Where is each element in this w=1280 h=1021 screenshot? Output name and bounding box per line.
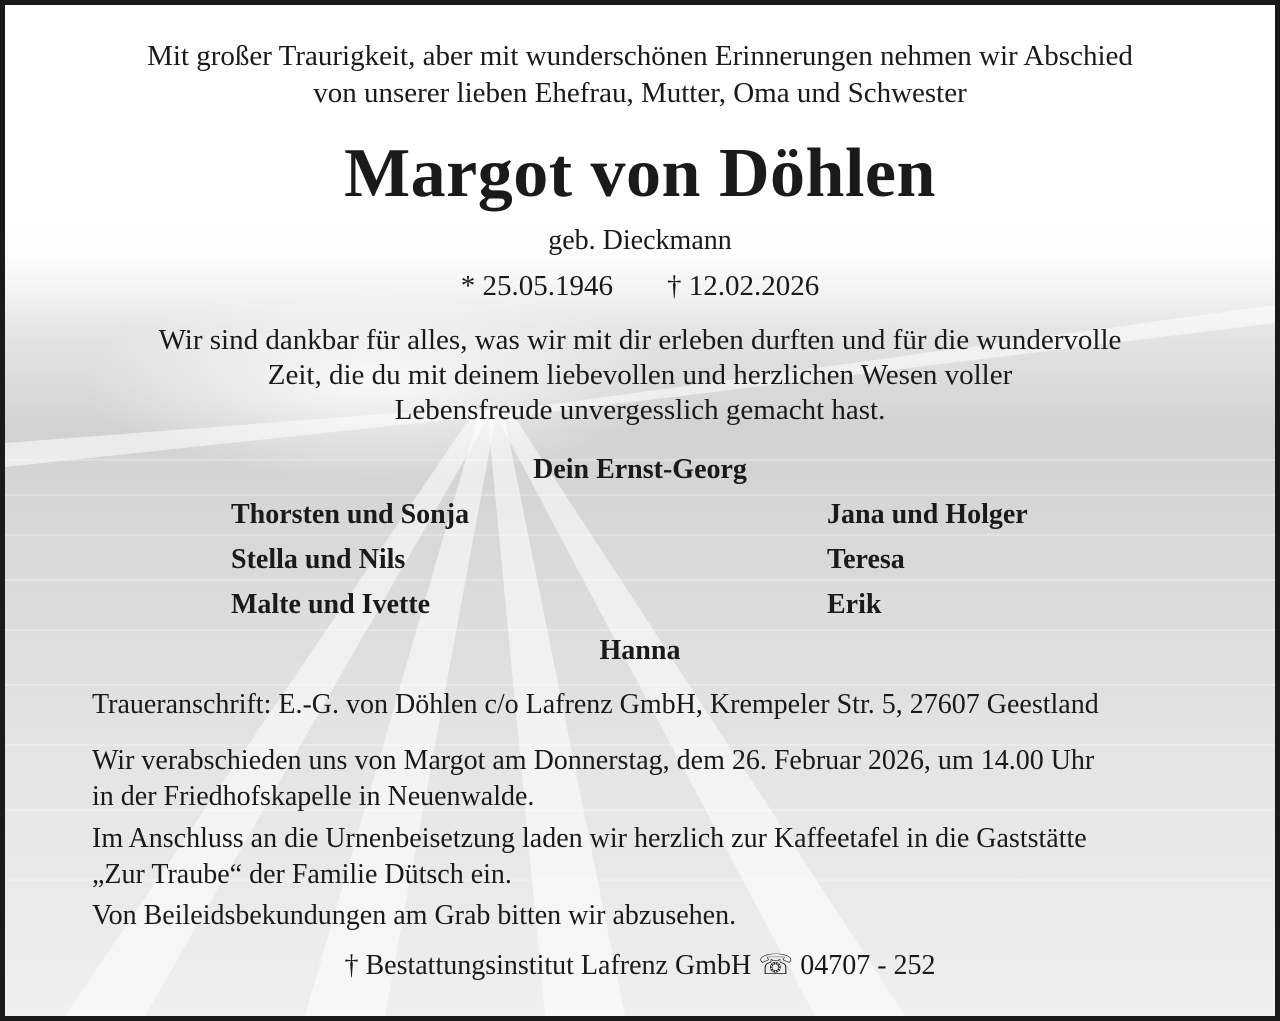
family-member: Jana und Holger bbox=[827, 499, 1028, 530]
life-dates bbox=[5, 267, 1275, 305]
mourning-address: Traueranschrift: E.-G. von Döhlen c/o Lafrenz GmbH, Krempeler Str. 5, 27607 Geestland bbox=[92, 689, 1099, 720]
condolence-request: Von Beileidsbekundungen am Grab bitten wir abzusehen. bbox=[92, 900, 737, 931]
thanks-line-3: Lebensfreude unvergesslich gemacht hast. bbox=[394, 394, 886, 426]
deceased-name: Margot von Döhlen bbox=[344, 135, 936, 212]
service-line-2: in der Friedhofskapelle in Neuenwalde. bbox=[92, 781, 535, 812]
undertaker-phone: 04707 - 252 bbox=[800, 950, 936, 981]
service-line-1: Wir verabschieden uns von Margot am Donnerstag, dem 26. Februar 2026, um 14.00 Uhr bbox=[92, 745, 1095, 776]
intro-line-2: von unserer lieben Ehefrau, Mutter, Oma und Schwester bbox=[313, 77, 967, 109]
death-date: † 12.02.2026 bbox=[667, 270, 820, 302]
cross-icon: † bbox=[344, 950, 359, 981]
family-member-last: Hanna bbox=[599, 635, 681, 666]
family-member: Stella und Nils bbox=[231, 544, 406, 575]
thanks-text bbox=[5, 323, 1275, 428]
family-member: Erik bbox=[827, 589, 882, 620]
family-member: Teresa bbox=[827, 544, 905, 575]
family-member: Malte und Ivette bbox=[231, 589, 431, 620]
undertaker-footer bbox=[5, 947, 1275, 985]
thanks-line-1: Wir sind dankbar für alles, was wir mit dir erleben durften und für die wundervolle bbox=[158, 324, 1122, 356]
intro-text bbox=[5, 38, 1275, 112]
reception-line-2: „Zur Traube“ der Familie Dütsch ein. bbox=[92, 859, 512, 890]
phone-icon: ☏ bbox=[758, 950, 794, 981]
born-name: geb. Dieckmann bbox=[548, 225, 732, 256]
thanks-line-2: Zeit, die du mit deinem liebevollen und herzlichen Wesen voller bbox=[267, 359, 1013, 391]
family-spouse: Dein Ernst-Georg bbox=[533, 454, 747, 485]
reception-line-1: Im Anschluss an die Urnenbeisetzung laden wir herzlich zur Kaffeetafel in die Gaststätte bbox=[92, 823, 1087, 854]
intro-line-1: Mit großer Traurigkeit, aber mit wunderschönen Erinnerungen nehmen wir Abschied bbox=[147, 40, 1133, 72]
undertaker-name: Bestattungsinstitut Lafrenz GmbH bbox=[365, 950, 752, 981]
family-member: Thorsten und Sonja bbox=[231, 499, 470, 530]
birth-date: * 25.05.1946 bbox=[460, 270, 613, 302]
